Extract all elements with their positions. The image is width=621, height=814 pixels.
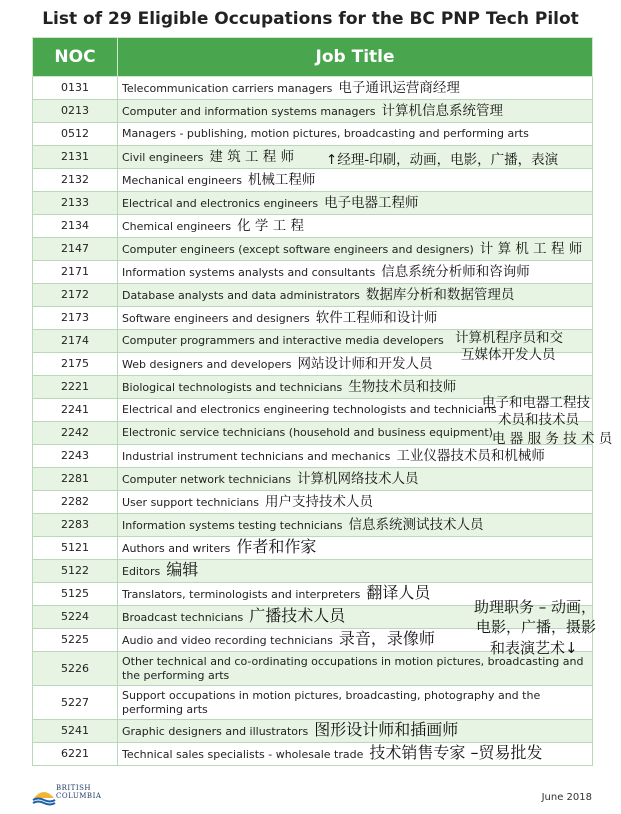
table-row bbox=[33, 560, 593, 583]
job-title-chinese: 录音，录像师 bbox=[338, 629, 435, 648]
job-title-english: Computer programmers and interactive media developers bbox=[122, 334, 444, 347]
job-title-cell bbox=[118, 284, 593, 307]
job-title-chinese: 图形设计师和插画师 bbox=[314, 720, 459, 739]
table-row bbox=[33, 743, 593, 766]
job-title-chinese: 电子电器工程师 bbox=[324, 194, 419, 211]
job-title-chinese: 化 学 工 程 bbox=[237, 217, 304, 234]
job-title-english: Software engineers and designers bbox=[122, 311, 310, 325]
job-title-english: Managers - publishing, motion pictures, broadcasting and performing arts bbox=[122, 127, 529, 140]
note-2241-line2: 术员和技术员 bbox=[498, 412, 579, 428]
table-row bbox=[33, 100, 593, 123]
header-noc: NOC bbox=[33, 38, 118, 77]
table-row bbox=[33, 169, 593, 192]
job-title-cell bbox=[118, 123, 593, 146]
job-title-cell bbox=[118, 720, 593, 743]
noc-code-cell: 0512 bbox=[33, 123, 118, 146]
job-title-english: Editors bbox=[122, 565, 161, 578]
job-title-chinese: 编辑 bbox=[166, 560, 199, 579]
noc-code-cell: 5122 bbox=[33, 560, 118, 583]
noc-code-cell: 2281 bbox=[33, 468, 118, 491]
job-title-chinese: 作者和作家 bbox=[236, 537, 317, 556]
job-title-chinese: 网站设计师和开发人员 bbox=[297, 355, 433, 372]
table-row bbox=[33, 468, 593, 491]
job-title-english: Graphic designers and illustrators bbox=[122, 725, 309, 738]
table-row bbox=[33, 215, 593, 238]
table-row bbox=[33, 284, 593, 307]
noc-code-cell: 0131 bbox=[33, 77, 118, 100]
noc-code-cell: 0213 bbox=[33, 100, 118, 123]
noc-code-cell: 2175 bbox=[33, 353, 118, 376]
logo-line2: COLUMBIA bbox=[56, 792, 102, 800]
job-title-chinese: 计 算 机 工 程 师 bbox=[479, 240, 583, 257]
job-title-cell bbox=[118, 215, 593, 238]
job-title-cell bbox=[118, 238, 593, 261]
table-row bbox=[33, 686, 593, 720]
noc-code-cell: 2133 bbox=[33, 192, 118, 215]
job-title-english: Civil engineers bbox=[122, 150, 204, 164]
table-row bbox=[33, 238, 593, 261]
table-row bbox=[33, 720, 593, 743]
note-0512: ↑经理-印刷，动画，电影，广播，表演 bbox=[326, 152, 559, 168]
noc-code-cell: 2171 bbox=[33, 261, 118, 284]
table-row bbox=[33, 307, 593, 330]
noc-code-cell: 2134 bbox=[33, 215, 118, 238]
job-title-cell bbox=[118, 560, 593, 583]
job-title-english: Telecommunication carriers managers bbox=[122, 81, 333, 95]
job-title-english: Electrical and electronics engineers bbox=[122, 196, 319, 210]
noc-code-cell: 5225 bbox=[33, 629, 118, 652]
table-row bbox=[33, 514, 593, 537]
job-title-english: Chemical engineers bbox=[122, 219, 232, 233]
table-row bbox=[33, 77, 593, 100]
job-title-english: Electronic service technicians (household and business equipment) bbox=[122, 426, 493, 439]
noc-code-cell: 2131 bbox=[33, 146, 118, 169]
noc-code-cell: 5226 bbox=[33, 652, 118, 686]
bc-logo-text bbox=[56, 784, 101, 800]
noc-code-cell: 2241 bbox=[33, 399, 118, 422]
job-title-chinese: 软件工程师和设计师 bbox=[315, 309, 438, 326]
job-title-english: Broadcast technicians bbox=[122, 611, 244, 624]
job-title-cell bbox=[118, 491, 593, 514]
noc-code-cell: 2282 bbox=[33, 491, 118, 514]
job-title-english: Industrial instrument technicians and mechanics bbox=[122, 449, 391, 463]
job-title-chinese: 数据库分析和数据管理员 bbox=[365, 286, 515, 303]
job-title-chinese: 信息系统分析师和咨询师 bbox=[381, 263, 530, 280]
logo-line1: BRITISH bbox=[56, 784, 92, 792]
job-title-english: Other technical and co-ordinating occupations in motion pictures, broadcasting and the performing arts bbox=[122, 654, 584, 682]
job-title-english: Support occupations in motion pictures, broadcasting, photography and the performing arts bbox=[122, 688, 541, 716]
footer-date: June 2018 bbox=[541, 792, 592, 803]
noc-code-cell: 2221 bbox=[33, 376, 118, 399]
job-title-chinese: 信息系统测试技术人员 bbox=[348, 516, 484, 533]
job-title-cell bbox=[118, 77, 593, 100]
noc-code-cell: 2242 bbox=[33, 422, 118, 445]
job-title-english: Web designers and developers bbox=[122, 357, 292, 371]
job-title-chinese: 建 筑 工 程 师 bbox=[209, 148, 295, 165]
noc-code-cell: 5121 bbox=[33, 537, 118, 560]
job-title-english: User support technicians bbox=[122, 495, 259, 509]
job-title-chinese: 生物技术员和技师 bbox=[348, 378, 457, 395]
noc-code-cell: 2132 bbox=[33, 169, 118, 192]
job-title-cell bbox=[118, 743, 593, 766]
page-title: List of 29 Eligible Occupations for the BC PNP Tech Pilot bbox=[42, 9, 579, 29]
bc-logo-icon bbox=[32, 784, 56, 806]
job-title-english: Computer engineers (except software engineers and designers) bbox=[122, 242, 474, 256]
noc-code-cell: 2243 bbox=[33, 445, 118, 468]
job-title-cell bbox=[118, 169, 593, 192]
noc-code-cell: 5227 bbox=[33, 686, 118, 720]
job-title-english: Computer network technicians bbox=[122, 472, 292, 486]
note-522x-line2: 电影，广播，摄影 bbox=[476, 618, 597, 636]
table-row bbox=[33, 123, 593, 146]
note-2241-line1: 电子和电器工程技 bbox=[482, 395, 590, 411]
noc-code-cell: 5224 bbox=[33, 606, 118, 629]
job-title-cell bbox=[118, 686, 593, 720]
job-title-cell bbox=[118, 537, 593, 560]
job-title-chinese: 计算机信息系统管理 bbox=[381, 102, 504, 119]
job-title-english: Authors and writers bbox=[122, 542, 231, 555]
job-title-english: Mechanical engineers bbox=[122, 173, 242, 187]
note-522x-line3: 和表演艺术↓ bbox=[490, 639, 578, 657]
job-title-chinese: 电子通讯运营商经理 bbox=[338, 79, 460, 96]
table-row bbox=[33, 192, 593, 215]
note-522x-line1: 助理职务 – 动画， bbox=[474, 598, 597, 616]
note-2174-line1: 计算机程序员和交 bbox=[455, 330, 563, 346]
job-title-cell bbox=[118, 307, 593, 330]
noc-code-cell: 5241 bbox=[33, 720, 118, 743]
job-title-cell bbox=[118, 468, 593, 491]
job-title-cell bbox=[118, 261, 593, 284]
job-title-chinese: 技术销售专家 –贸易批发 bbox=[369, 743, 543, 762]
job-title-cell bbox=[118, 514, 593, 537]
table-row bbox=[33, 491, 593, 514]
job-title-cell bbox=[118, 192, 593, 215]
job-title-chinese: 计算机网络技术人员 bbox=[297, 470, 419, 487]
noc-code-cell: 2283 bbox=[33, 514, 118, 537]
job-title-cell bbox=[118, 100, 593, 123]
note-2174-line2: 互媒体开发人员 bbox=[461, 347, 556, 363]
noc-code-cell: 2174 bbox=[33, 330, 118, 353]
header-job-title: Job Title bbox=[118, 38, 593, 77]
job-title-english: Database analysts and data administrators bbox=[122, 288, 360, 302]
job-title-english: Computer and information systems managers bbox=[122, 104, 376, 118]
table-row bbox=[33, 537, 593, 560]
table-row bbox=[33, 261, 593, 284]
job-title-english: Biological technologists and technicians bbox=[122, 380, 343, 394]
job-title-english: Translators, terminologists and interpreters bbox=[122, 588, 361, 601]
table-header-row bbox=[33, 38, 593, 77]
noc-code-cell: 2172 bbox=[33, 284, 118, 307]
job-title-chinese: 广播技术人员 bbox=[249, 606, 346, 625]
job-title-english: Information systems analysts and consultants bbox=[122, 265, 376, 279]
noc-code-cell: 6221 bbox=[33, 743, 118, 766]
job-title-chinese: 翻译人员 bbox=[366, 583, 431, 602]
note-2242: 电 器 服 务 技 术 员 bbox=[492, 431, 613, 447]
job-title-english: Information systems testing technicians bbox=[122, 518, 343, 532]
job-title-english: Technical sales specialists - wholesale trade bbox=[122, 748, 364, 761]
job-title-english: Electrical and electronics engineering technologists and technicians bbox=[122, 403, 497, 416]
job-title-chinese: 工业仪器技术员和机械师 bbox=[396, 447, 545, 464]
noc-code-cell: 2147 bbox=[33, 238, 118, 261]
noc-code-cell: 5125 bbox=[33, 583, 118, 606]
job-title-chinese: 用户支持技术人员 bbox=[264, 493, 373, 510]
noc-code-cell: 2173 bbox=[33, 307, 118, 330]
job-title-english: Audio and video recording technicians bbox=[122, 634, 333, 647]
job-title-chinese: 机械工程师 bbox=[247, 171, 316, 188]
